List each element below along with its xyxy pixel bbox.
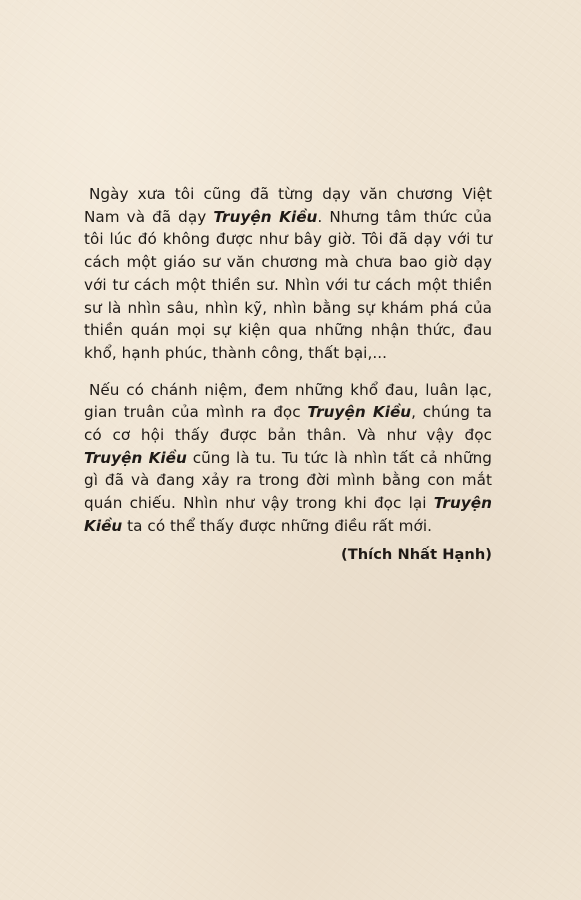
quote-paragraph-2 — [84, 379, 492, 538]
paragraph-2-text-1: Nếu có chánh niệm, đem những khổ đau, luân lạc, gian truân của mình ra đọc — [84, 380, 492, 422]
paragraph-2-text-2: , chúng ta có cơ hội thấy được bản thân. Và như vậy đọc — [84, 403, 492, 445]
book-title-reference: Truyện Kiều — [84, 448, 187, 467]
paragraph-2-text-4: ta có thể thấy được những điều rất mới. — [122, 516, 432, 535]
book-title-reference: Truyện Kiều — [307, 403, 412, 422]
paragraph-2-text-3: cũng là tu. Tu tức là nhìn tất cả những gì đã và đang xảy ra trong đời mình bằng con mắt quán chiếu. Nhìn như vậy trong khi đọc lại — [84, 448, 492, 513]
quote-paragraph-1 — [84, 183, 492, 365]
paragraph-1-text-2: . Nhưng tâm thức của tôi lúc đó không được như bây giờ. Tôi đã dạy với tư cách một giáo sư văn chương mà chưa bao giờ dạy với tư cách một thiền sư. Nhìn với tư cách một thiền sư là nhìn sâu, nhìn kỹ, nhìn bằng sự khám phá của thiền quán mọi sự kiện qua những nhận thức, đau khổ, hạnh phúc, thành công, thất bại,... — [84, 207, 492, 362]
book-title-reference: Truyện Kiều — [84, 494, 492, 535]
quote-attribution: (Thích Nhất Hạnh) — [340, 545, 492, 563]
paragraph-1-text-1: Ngày xưa tôi cũng đã từng dạy văn chương Việt Nam và đã dạy — [84, 185, 492, 226]
quote-block — [84, 183, 492, 566]
book-title-reference: Truyện Kiều — [213, 207, 318, 226]
